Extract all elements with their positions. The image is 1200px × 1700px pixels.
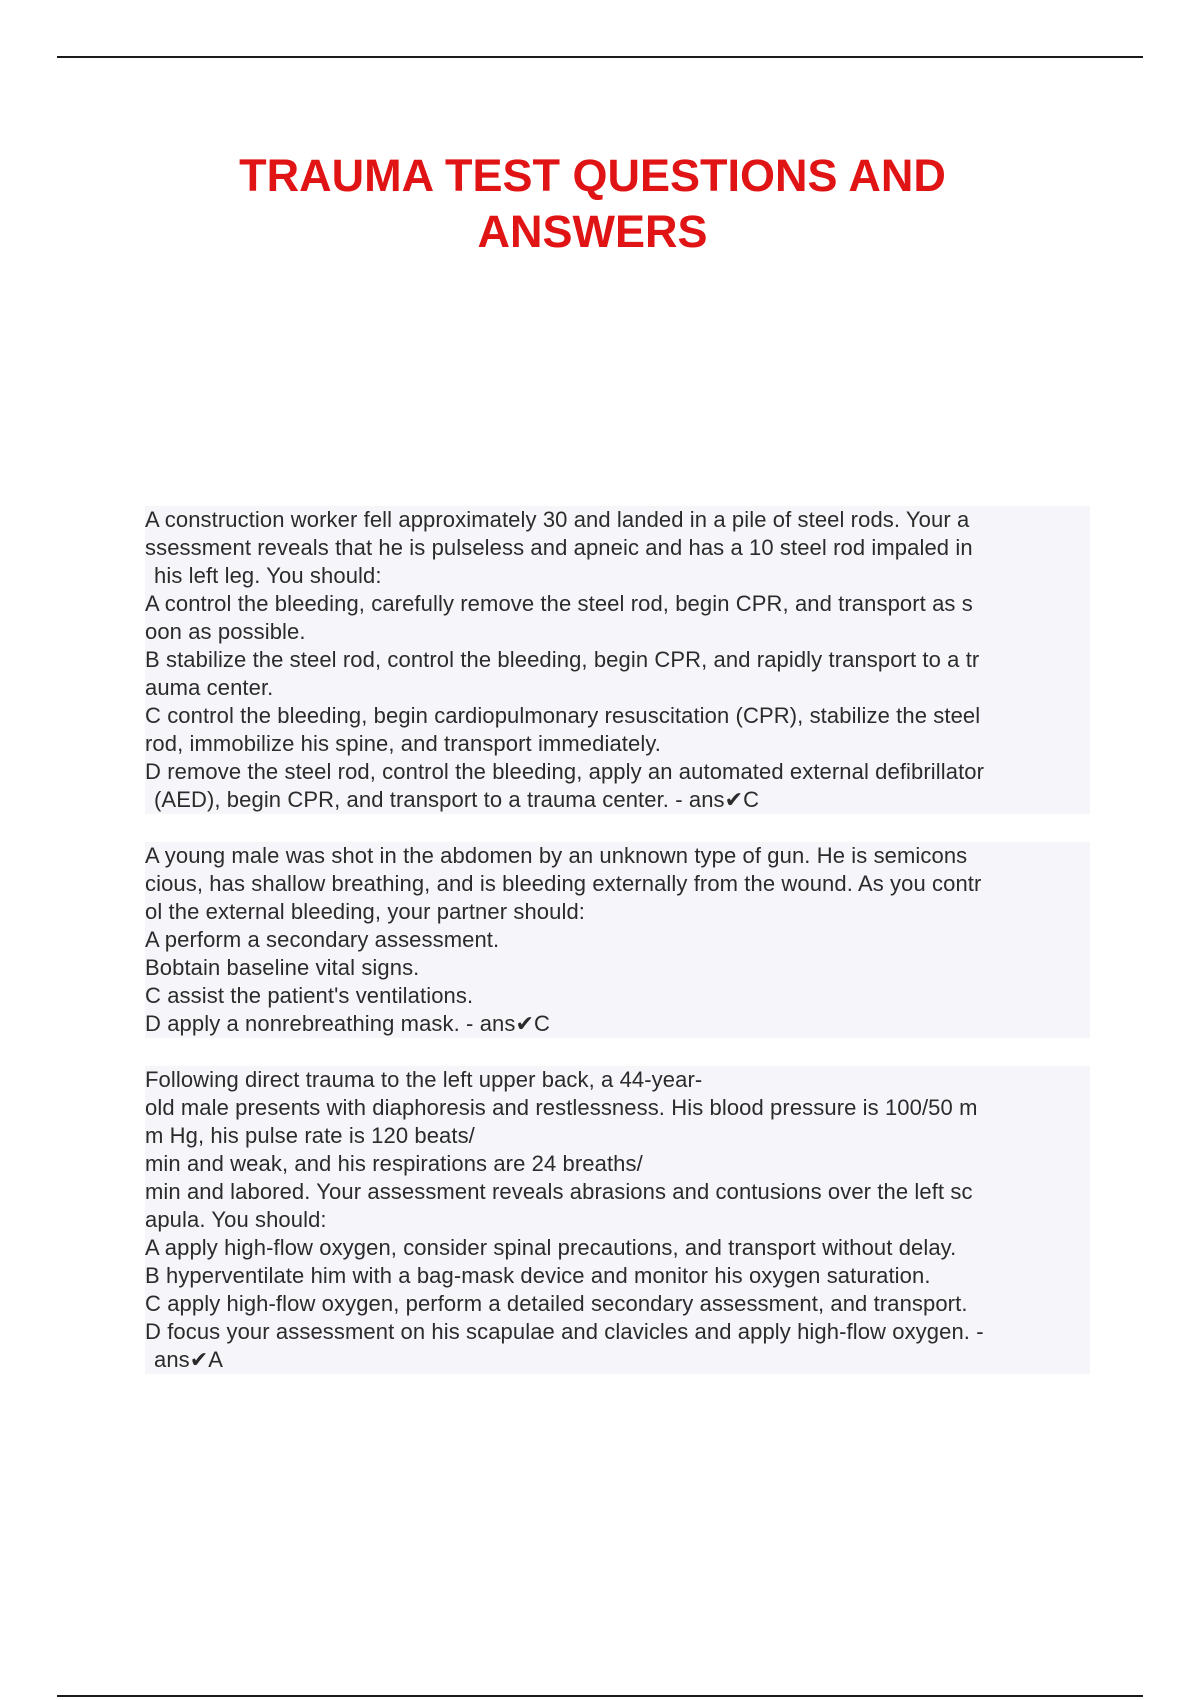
question-line: old male presents with diaphoresis and restlessness. His blood pressure is 100/50 m bbox=[145, 1094, 1090, 1122]
answer-option-line: B hyperventilate him with a bag-mask device and monitor his oxygen saturation. bbox=[145, 1262, 1090, 1290]
question-block bbox=[145, 1066, 1090, 1374]
answer-option-line: D remove the steel rod, control the bleeding, apply an automated external defibrillator bbox=[145, 758, 1090, 786]
question-line: ssessment reveals that he is pulseless and apneic and has a 10 steel rod impaled in bbox=[145, 534, 1090, 562]
answer-option-line: Bobtain baseline vital signs. bbox=[145, 954, 1090, 982]
answer-option-line: B stabilize the steel rod, control the bleeding, begin CPR, and rapidly transport to a tr bbox=[145, 646, 1090, 674]
answer-key-line: D apply a nonrebreathing mask. - ans✔C bbox=[145, 1010, 1090, 1038]
question-block bbox=[145, 842, 1090, 1038]
answer-option-line: A control the bleeding, carefully remove the steel rod, begin CPR, and transport as s bbox=[145, 590, 1090, 618]
question-line: cious, has shallow breathing, and is bleeding externally from the wound. As you contr bbox=[145, 870, 1090, 898]
question-block bbox=[145, 506, 1090, 814]
question-line: min and labored. Your assessment reveals abrasions and contusions over the left sc bbox=[145, 1178, 1090, 1206]
answer-option-line: A apply high-flow oxygen, consider spinal precautions, and transport without delay. bbox=[145, 1234, 1090, 1262]
answer-option-line: C apply high-flow oxygen, perform a detailed secondary assessment, and transport. bbox=[145, 1290, 1090, 1318]
question-line: A young male was shot in the abdomen by an unknown type of gun. He is semicons bbox=[145, 842, 1090, 870]
answer-option-line: rod, immobilize his spine, and transport immediately. bbox=[145, 730, 1090, 758]
answer-key-line: ans✔A bbox=[145, 1346, 1090, 1374]
document-title bbox=[0, 148, 1185, 260]
question-line: A construction worker fell approximately 30 and landed in a pile of steel rods. Your a bbox=[145, 506, 1090, 534]
question-line: Following direct trauma to the left upper back, a 44-year- bbox=[145, 1066, 1090, 1094]
answer-option-line: D focus your assessment on his scapulae and clavicles and apply high-flow oxygen. - bbox=[145, 1318, 1090, 1346]
question-list bbox=[145, 506, 1090, 1402]
question-line: min and weak, and his respirations are 24 breaths/ bbox=[145, 1150, 1090, 1178]
top-rule bbox=[57, 56, 1143, 58]
answer-key-line: (AED), begin CPR, and transport to a trauma center. - ans✔C bbox=[145, 786, 1090, 814]
title-line-2: ANSWERS bbox=[477, 206, 708, 257]
question-line: m Hg, his pulse rate is 120 beats/ bbox=[145, 1122, 1090, 1150]
answer-option-line: C assist the patient's ventilations. bbox=[145, 982, 1090, 1010]
question-line: apula. You should: bbox=[145, 1206, 1090, 1234]
answer-option-line: A perform a secondary assessment. bbox=[145, 926, 1090, 954]
question-line: ol the external bleeding, your partner should: bbox=[145, 898, 1090, 926]
title-line-1: TRAUMA TEST QUESTIONS AND bbox=[239, 150, 946, 201]
bottom-rule bbox=[57, 1695, 1143, 1697]
answer-option-line: C control the bleeding, begin cardiopulmonary resuscitation (CPR), stabilize the steel bbox=[145, 702, 1090, 730]
answer-option-line: auma center. bbox=[145, 674, 1090, 702]
question-line: his left leg. You should: bbox=[145, 562, 1090, 590]
answer-option-line: oon as possible. bbox=[145, 618, 1090, 646]
